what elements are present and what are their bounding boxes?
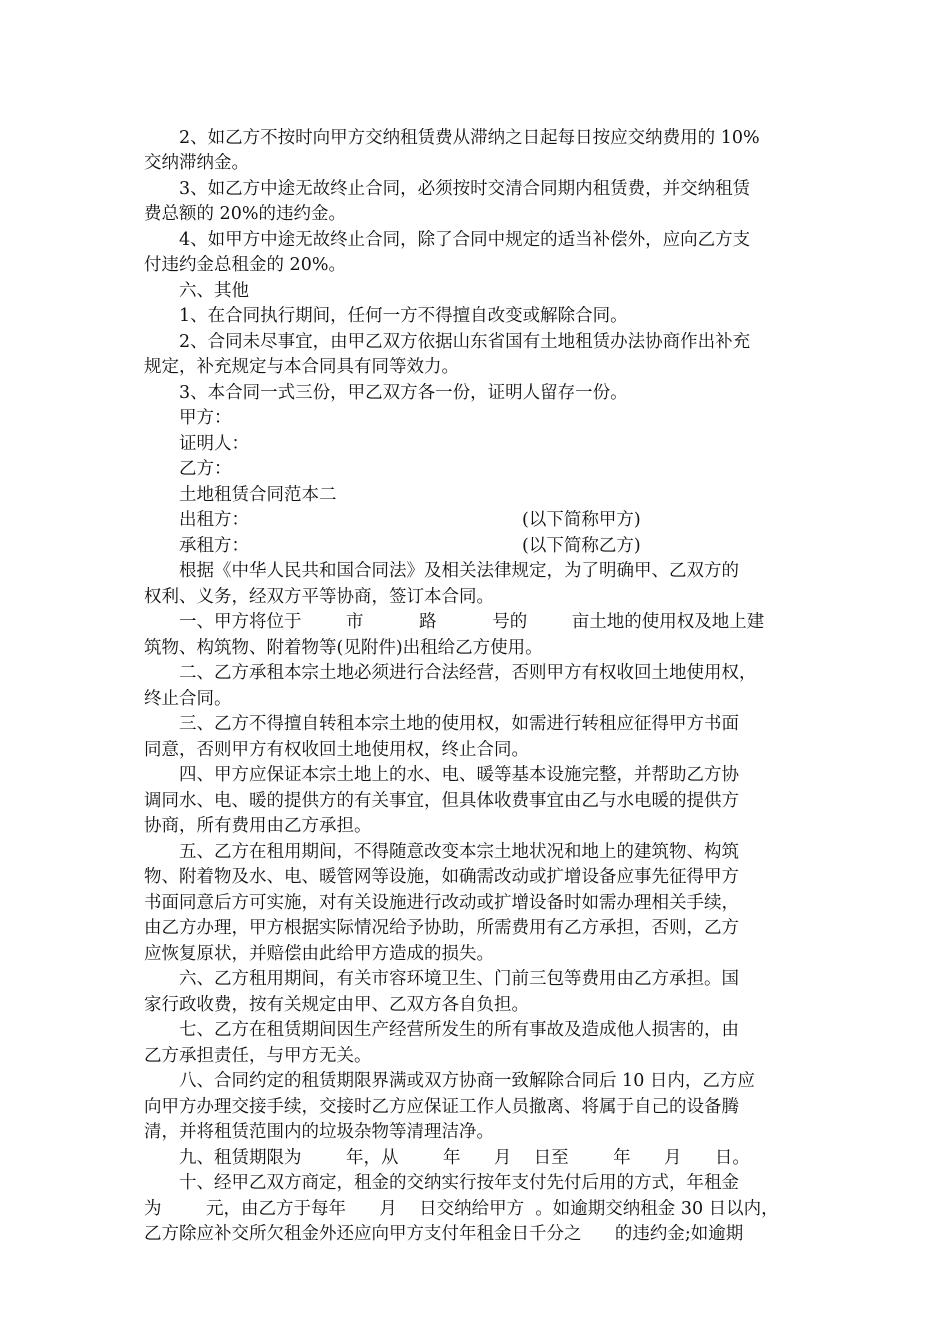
witness-signature: 证明人： [179,434,249,454]
lessee-label: 承租方： [179,536,249,556]
text-line: 付违约金总租金的 20%。 [144,255,346,275]
text-line: 乙方承担责任，与甲方无关。 [144,1046,372,1066]
text-line: 四、甲方应保证本宗土地上的水、电、暖等基本设施完整，并帮助乙方协 [179,765,739,785]
section-heading: 六、其他 [179,281,249,301]
lessee-suffix: (以下简称乙方) [522,536,641,556]
text-line: 九、租赁期限为 年，从 年 月 日至 年 月 日。 [179,1148,750,1168]
party-a-signature: 甲方： [179,408,232,428]
text-line: 终止合同。 [144,689,232,709]
text-line: 3、如乙方中途无故终止合同，必须按时交清合同期内租赁费，并交纳租赁 [179,179,751,199]
text-line: 4、如甲方中途无故终止合同，除了合同中规定的适当补偿外，应向乙方支 [179,230,751,250]
lessor-label: 出租方： [179,510,249,530]
text-line: 家行政收费，按有关规定由甲、乙双方各自负担。 [144,995,529,1015]
text-line: 3、本合同一式三份，甲乙双方各一份，证明人留存一份。 [179,383,628,403]
text-line: 七、乙方在租赁期间因生产经营所发生的所有事故及造成他人损害的，由 [179,1020,739,1040]
text-line: 物、附着物及水、电、暖管网等设施，如确需改动或扩增设备应事先征得甲方 [144,867,739,887]
text-line: 2、如乙方不按时向甲方交纳租赁费从滞纳之日起每日按应交纳费用的 10% [179,128,760,148]
text-line: 乙方除应补交所欠租金外还应向甲方支付年租金日千分之 的违约金;如逾期 [144,1224,744,1244]
text-line: 一、甲方将位于 市 路 号的 亩土地的使用权及地上建 [179,612,765,632]
text-line: 交纳滞纳金。 [144,153,249,173]
text-line: 三、乙方不得擅自转租本宗土地的使用权，如需进行转租应征得甲方书面 [179,714,739,734]
text-line: 八、合同约定的租赁期限界满或双方协商一致解除合同后 10 日内，乙方应 [179,1071,755,1091]
party-b-signature: 乙方： [179,459,232,479]
text-line: 规定，补充规定与本合同具有同等效力。 [144,357,459,377]
text-line: 应恢复原状，并赔偿由此给甲方造成的损失。 [144,944,494,964]
text-line: 1、在合同执行期间，任何一方不得擅自改变或解除合同。 [179,306,628,326]
text-line: 2、合同未尽事宜，由甲乙双方依据山东省国有土地租赁办法协商作出补充 [179,332,751,352]
text-line: 书面同意后方可实施，对有关设施进行改动或扩增设备时如需办理相关手续， [144,893,739,913]
text-line: 二、乙方承租本宗土地必须进行合法经营，否则甲方有权收回土地使用权， [179,663,757,683]
text-line: 费总额的 20%的违约金。 [144,204,346,224]
text-line: 由乙方办理，甲方根据实际情况给予协助，所需费用有乙方承担，否则，乙方 [144,918,739,938]
text-line: 六、乙方租用期间，有关市容环境卫生、门前三包等费用由乙方承担。国 [179,969,739,989]
text-line: 向甲方办理交接手续，交接时乙方应保证工作人员撤离、将属于自己的设备腾 [144,1097,739,1117]
text-line: 根据《中华人民共和国合同法》及相关法律规定，为了明确甲、乙双方的 [179,561,739,581]
text-line: 五、乙方在租用期间，不得随意改变本宗土地状况和地上的建筑物、构筑 [179,842,739,862]
text-line: 清，并将租赁范围内的垃圾杂物等清理洁净。 [144,1122,494,1142]
document-title: 土地租赁合同范本二 [179,485,337,505]
text-line: 权利、义务，经双方平等协商，签订本合同。 [144,587,494,607]
lessor-suffix: (以下简称甲方) [522,510,641,530]
text-line: 同意，否则甲方有权收回土地使用权，终止合同。 [144,740,529,760]
text-line: 为 元，由乙方于每年 月 日交纳给甲方 。如逾期交纳租金 30 日以内， [144,1199,779,1219]
text-line: 十、经甲乙双方商定，租金的交纳实行按年支付先付后用的方式，年租金 [179,1173,739,1193]
text-line: 协商，所有费用由乙方承担。 [144,816,372,836]
text-line: 调同水、电、暖的提供方的有关事宜，但具体收费事宜由乙与水电暖的提供方 [144,791,739,811]
text-line: 筑物、构筑物、附着物等(见附件)出租给乙方使用。 [144,638,543,658]
